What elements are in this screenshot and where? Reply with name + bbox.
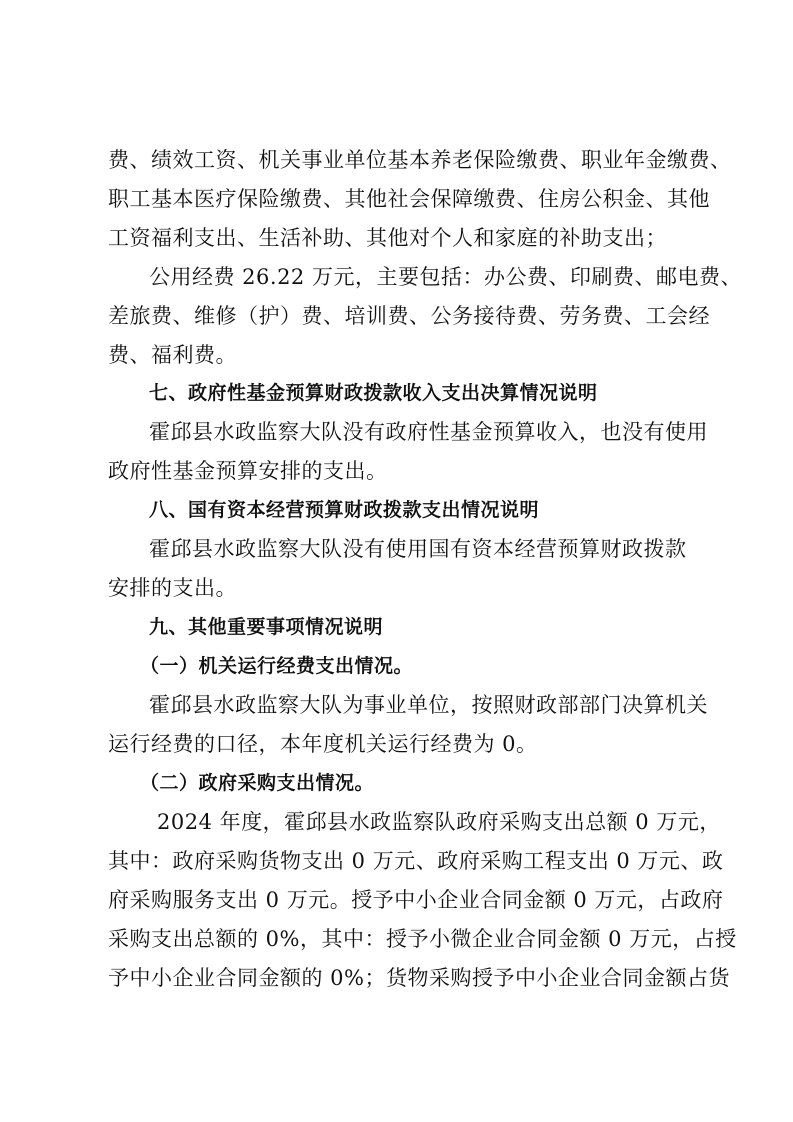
section-heading-8: 八、国有资本经营预算财政拨款支出情况说明 [149,499,540,521]
body-line: 政府性基金预算安排的支出。 [108,459,388,483]
body-line: 工资福利支出、生活补助、其他对个人和家庭的补助支出； [108,226,667,250]
body-line: 霍邱县水政监察大队没有使用国有资本经营预算财政拨款 [149,537,687,561]
body-line: 运行经费的口径，本年度机关运行经费为 0。 [108,732,538,756]
body-line: 2024 年度，霍邱县水政监察队政府采购支出总额 0 万元， [157,810,721,834]
body-line: 职工基本医疗保险缴费、其他社会保障缴费、住房公积金、其他 [108,187,710,211]
body-line: 公用经费 26.22 万元，主要包括：办公费、印刷费、邮电费、 [149,265,742,289]
body-line: 霍邱县水政监察大队没有政府性基金预算收入，也没有使用 [149,420,708,444]
body-line: 安排的支出。 [108,576,237,600]
body-line: 予中小企业合同金额的 0%；货物采购授予中小企业合同金额占货 [108,966,730,990]
body-line: 霍邱县水政监察大队为事业单位，按照财政部部门决算机关 [149,693,708,717]
body-line: 费、绩效工资、机关事业单位基本养老保险缴费、职业年金缴费、 [108,148,732,172]
section-heading-7: 七、政府性基金预算财政拨款收入支出决算情况说明 [149,382,598,404]
body-line: 采购支出总额的 0%，其中：授予小微企业合同金额 0 万元，占授 [108,927,737,951]
section-heading-9: 九、其他重要事项情况说明 [149,616,384,638]
body-line: 差旅费、维修（护）费、培训费、公务接待费、劳务费、工会经 [108,304,710,328]
body-line: 其中：政府采购货物支出 0 万元、政府采购工程支出 0 万元、政 [108,849,724,873]
body-line: 府采购服务支出 0 万元。授予中小企业合同金额 0 万元，占政府 [108,888,724,912]
body-line: 费、福利费。 [108,343,237,367]
subsection-heading-2: （二）政府采购支出情况。 [140,772,375,794]
subsection-heading-1: （一）机关运行经费支出情况。 [140,655,414,677]
